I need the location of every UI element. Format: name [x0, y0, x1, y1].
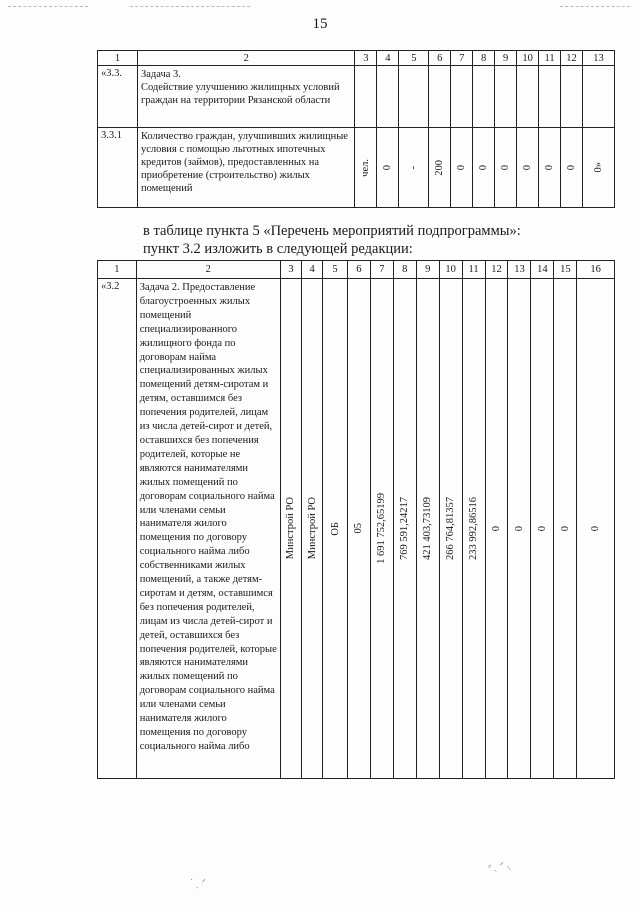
- header-cell: 3: [355, 51, 377, 66]
- header-cell: 6: [429, 51, 451, 66]
- value-cell: ОБ: [329, 521, 341, 536]
- row-code: «3.3.: [98, 66, 138, 128]
- header-cell: 9: [416, 261, 439, 279]
- value-cell: 0: [590, 525, 602, 532]
- header-cell: 12: [485, 261, 508, 279]
- value-cell: чел.: [360, 158, 372, 177]
- table-row: [98, 128, 615, 208]
- header-cell: 11: [462, 261, 485, 279]
- header-cell: 7: [451, 51, 473, 66]
- header-cell: 13: [508, 261, 531, 279]
- row-text: Задача 3. Содействие улучшению жилищных условий граждан на территории Рязанской области: [137, 66, 355, 128]
- value-cell: 0: [500, 164, 512, 171]
- header-cell: 6: [347, 261, 370, 279]
- value-cell: 200: [434, 159, 446, 176]
- table-header-row: [98, 51, 615, 66]
- value-cell: 0: [491, 525, 502, 532]
- instruction-line-2: пункт 3.2 изложить в следующей редакции:: [143, 241, 413, 257]
- value-cell: Минстрой РО: [306, 497, 318, 560]
- scan-artifact: ⸗ ˏ ᐟ ⸜: [488, 861, 512, 872]
- indicators-table: [97, 50, 615, 208]
- header-cell: 1: [98, 51, 138, 66]
- table-row: [98, 279, 615, 779]
- header-cell: 10: [517, 51, 539, 66]
- value-cell: 05: [353, 523, 365, 534]
- value-cell: 233 992,86516: [468, 497, 480, 560]
- header-cell: 1: [98, 261, 137, 279]
- value-cell: 0: [522, 164, 534, 171]
- value-cell: 0: [513, 525, 525, 532]
- top-edge-line: [130, 6, 250, 7]
- top-edge-line: [8, 6, 88, 7]
- table-header-row: [98, 261, 615, 279]
- measures-table: [97, 260, 615, 779]
- header-cell: 9: [495, 51, 517, 66]
- value-cell: 0: [456, 164, 468, 171]
- instruction-text: [143, 222, 521, 258]
- value-cell: 0»: [592, 162, 604, 173]
- header-cell: 5: [323, 261, 348, 279]
- header-cell: 5: [399, 51, 429, 66]
- page-number: 15: [312, 16, 328, 32]
- value-cell: Минстрой РО: [285, 497, 297, 560]
- header-cell: 13: [582, 51, 614, 66]
- header-cell: 11: [539, 51, 561, 66]
- value-cell: 0: [544, 164, 556, 171]
- value-cell: 769 591,24217: [399, 497, 411, 560]
- header-cell: 14: [531, 261, 554, 279]
- value-cell: 0: [478, 164, 490, 171]
- header-cell: 2: [137, 51, 355, 66]
- header-cell: 12: [561, 51, 583, 66]
- instruction-line-1: в таблице пункта 5 «Перечень мероприятий подпрограммы»:: [143, 223, 521, 239]
- header-cell: 4: [377, 51, 399, 66]
- value-cell: 0: [382, 164, 394, 171]
- header-cell: 16: [577, 261, 615, 279]
- table-row: [98, 66, 615, 128]
- row-code: «3.2: [98, 279, 137, 779]
- row-text: Задача 2. Предоставление благоустроенных жилых помещений специализированного жилищного фонда по договорам найма специализированных жилых помещений детям-сиротам и детям, оставшимся без попечения родителей, лицам из числа детей-сирот и детей, оставшихся без попечения родителей, которые не являются нанимателями жилых помещений по договорам социального найма или членами семьи нанимателя жилого помещения по договору социального найма либо собственниками жилых помещений, а также детям-сиротам и детям, оставшимся без попечения родителей, лицам из числа детей-сирот и детей, оставшихся без попечения родителей, которые являются нанимателями жилых помещений по договорам социального найма или членами семьи нанимателя жилого помещения по договору социального найма либо: [136, 279, 280, 779]
- header-cell: 8: [473, 51, 495, 66]
- value-cell: 1 691 752,65199: [376, 493, 388, 564]
- header-cell: 4: [302, 261, 323, 279]
- header-cell: 10: [439, 261, 462, 279]
- value-cell: -: [408, 165, 420, 170]
- value-cell: 266 764,81357: [445, 497, 457, 560]
- row-code: 3.3.1: [98, 128, 138, 208]
- value-cell: 0: [559, 525, 571, 532]
- header-cell: 15: [554, 261, 577, 279]
- top-edge-line: [560, 6, 630, 7]
- row-text: Количество граждан, улучшивших жилищные условия с помощью льготных ипотечных кредитов (займов), предоставленных на приобретение (строительство) жилых помещений: [137, 128, 355, 208]
- header-cell: 8: [393, 261, 416, 279]
- header-cell: 2: [136, 261, 280, 279]
- value-cell: 421 403,73109: [422, 497, 434, 560]
- value-cell: 0: [536, 525, 548, 532]
- header-cell: 3: [280, 261, 301, 279]
- header-cell: 7: [370, 261, 393, 279]
- scan-artifact: ˙ ˏ ᐟ: [190, 878, 206, 889]
- value-cell: 0: [565, 164, 577, 171]
